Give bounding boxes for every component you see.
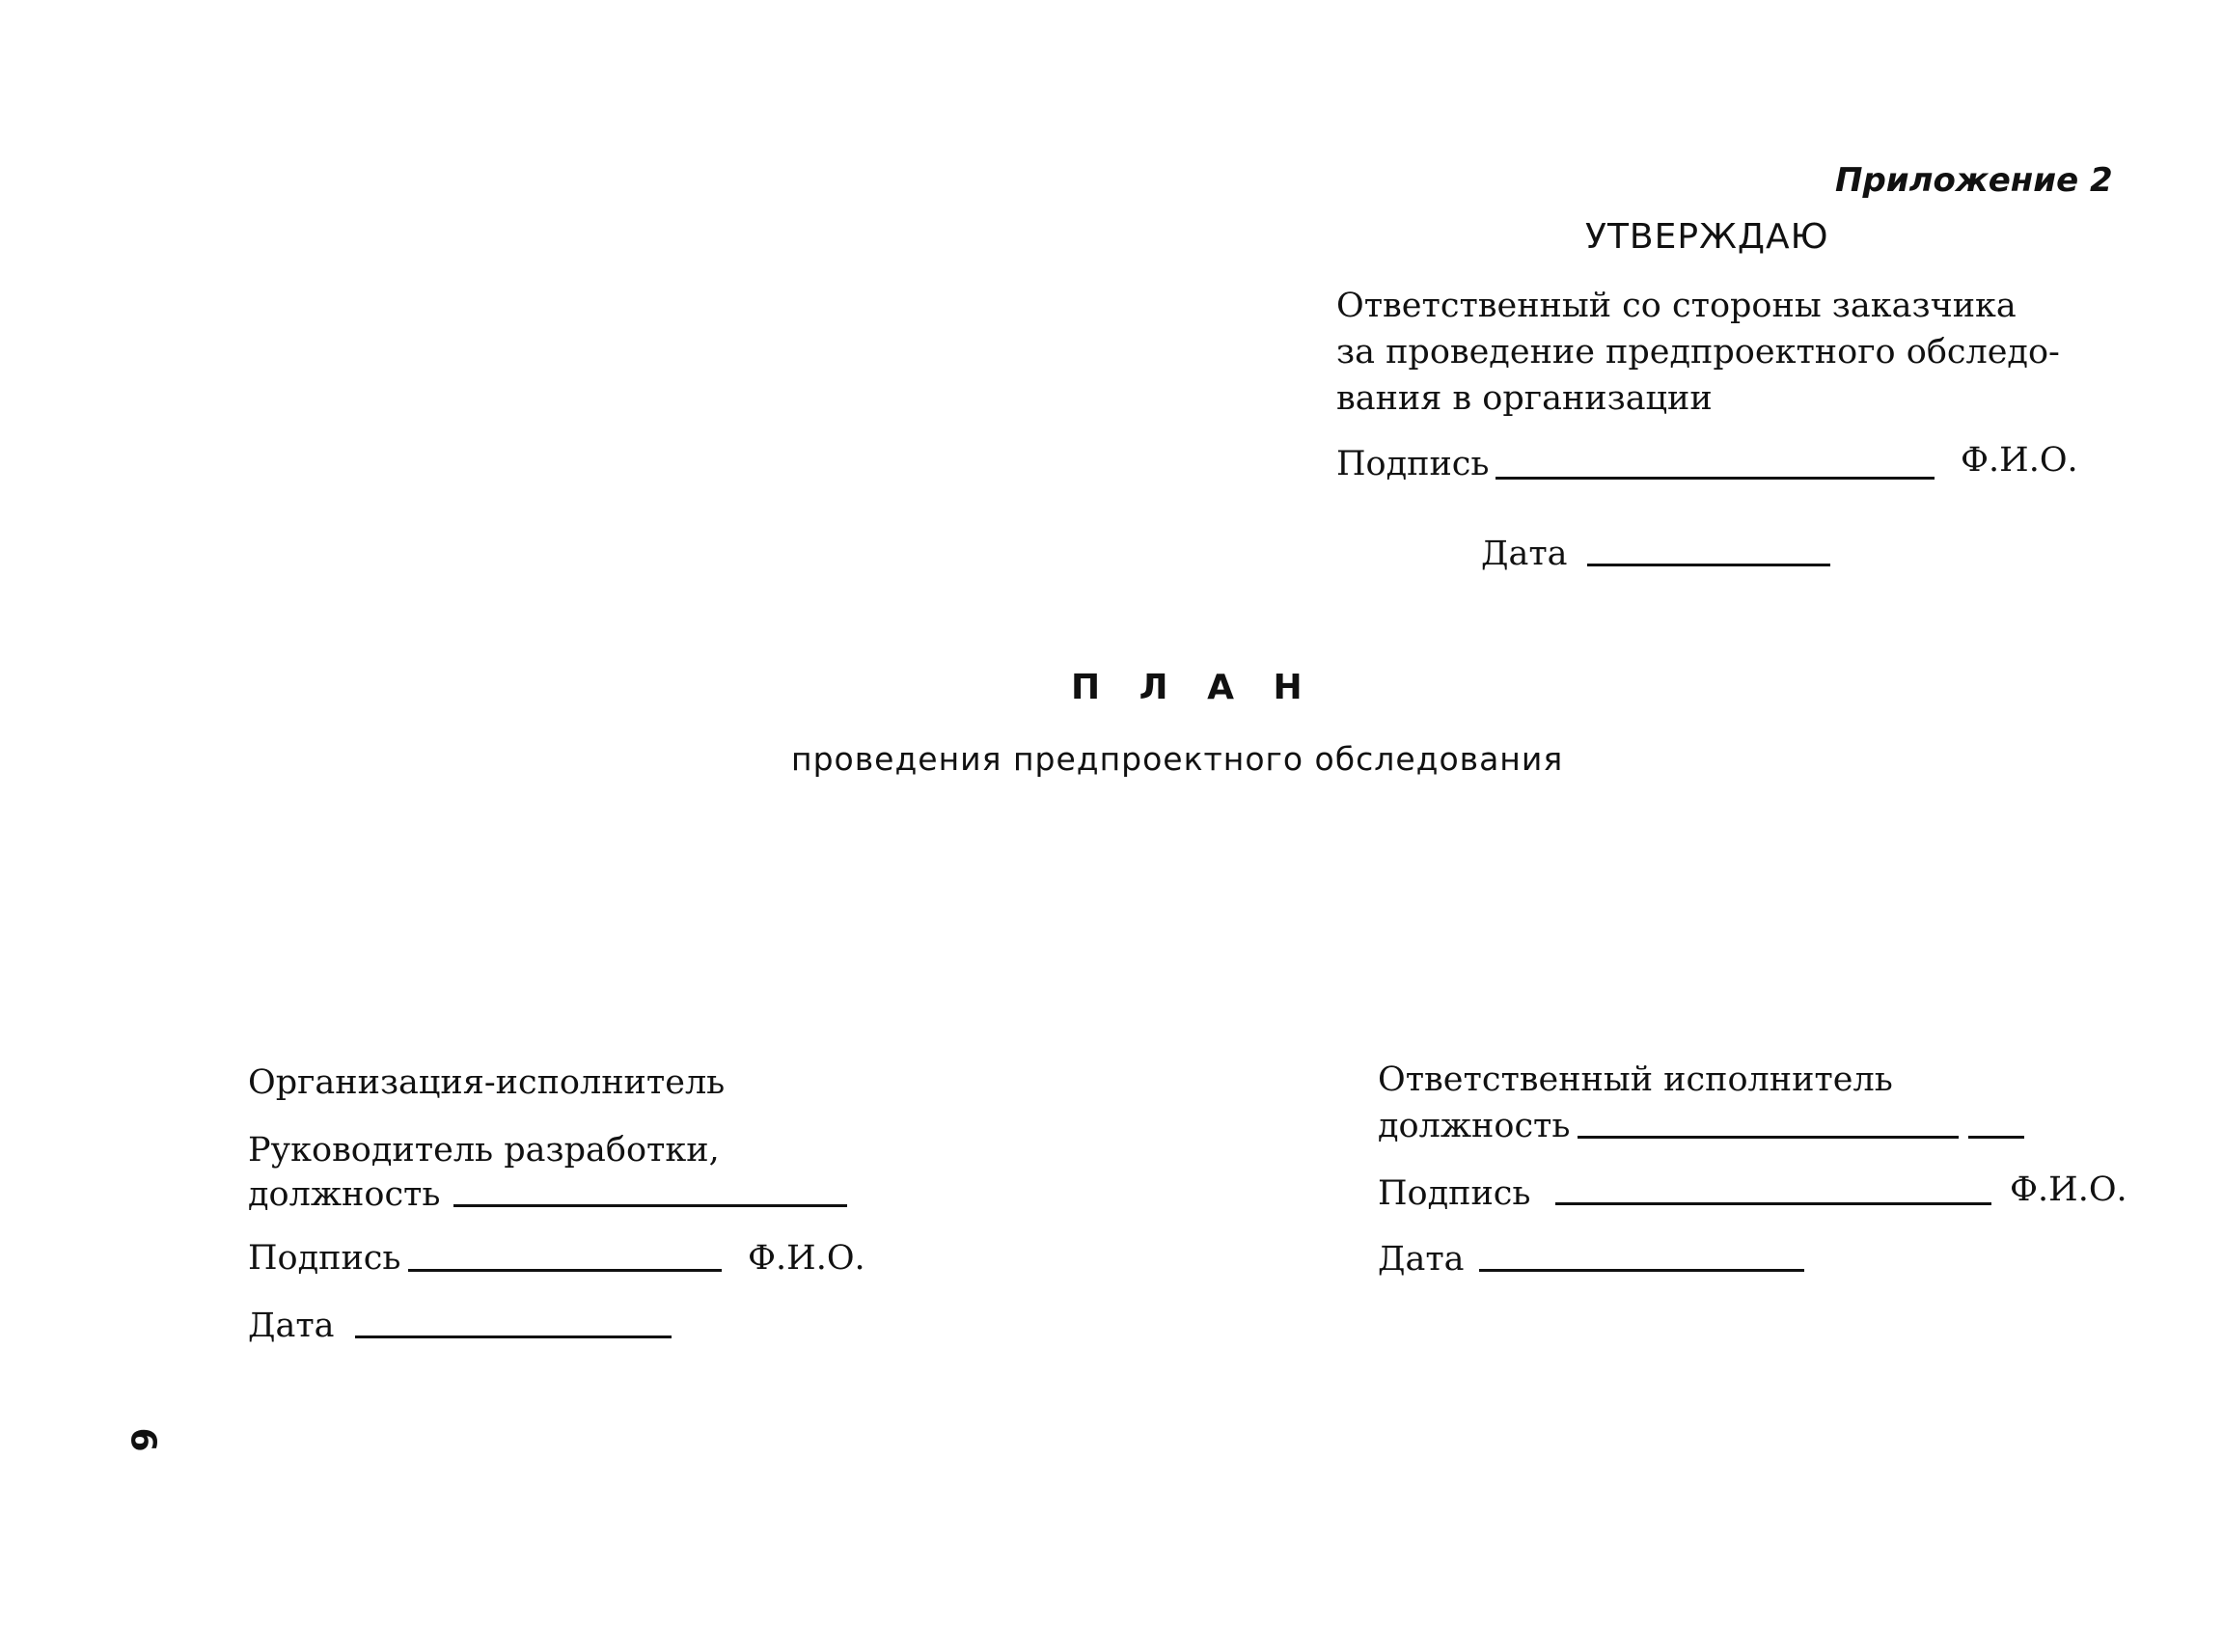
approval-date-label: Дата <box>1481 535 1568 573</box>
plan-subtitle: проведения предпроектного обследования <box>791 740 1564 778</box>
approval-name-label: Ф.И.О. <box>1961 441 2078 480</box>
left-name-label: Ф.И.О. <box>748 1239 865 1278</box>
left-organization: Организация-исполнитель <box>248 1063 726 1102</box>
left-signature-line <box>408 1269 722 1272</box>
appendix-label: Приложение 2 <box>1835 161 2113 200</box>
page-number: 6 <box>123 1427 163 1452</box>
right-responsible: Ответственный исполнитель <box>1378 1060 1893 1099</box>
approval-date-line <box>1587 564 1830 566</box>
approval-heading: УТВЕРЖДАЮ <box>1585 217 1829 257</box>
right-position-label: должность <box>1378 1107 1571 1145</box>
right-signature-label: Подпись <box>1378 1174 1531 1213</box>
approval-signature-label: Подпись <box>1336 445 1490 483</box>
approval-line-2: за проведение предпроектного обследо- <box>1336 333 2060 372</box>
right-date-line <box>1479 1269 1804 1272</box>
right-name-label: Ф.И.О. <box>2010 1170 2127 1209</box>
right-signature-line <box>1555 1202 1991 1205</box>
left-date-label: Дата <box>248 1307 335 1345</box>
left-position-line <box>453 1204 847 1207</box>
left-position-label: должность <box>248 1175 441 1214</box>
left-signature-label: Подпись <box>248 1239 401 1278</box>
right-position-line <box>1578 1136 1959 1139</box>
left-head-line: Руководитель разработки, <box>248 1131 720 1170</box>
right-position-line-tail <box>1968 1136 2024 1139</box>
approval-line-3: вания в организации <box>1336 379 1713 418</box>
approval-line-1: Ответственный со стороны заказчика <box>1336 287 2017 325</box>
right-date-label: Дата <box>1378 1240 1465 1279</box>
plan-title: П Л А Н <box>1071 668 1316 707</box>
left-date-line <box>355 1335 672 1338</box>
approval-signature-line <box>1496 477 1935 480</box>
